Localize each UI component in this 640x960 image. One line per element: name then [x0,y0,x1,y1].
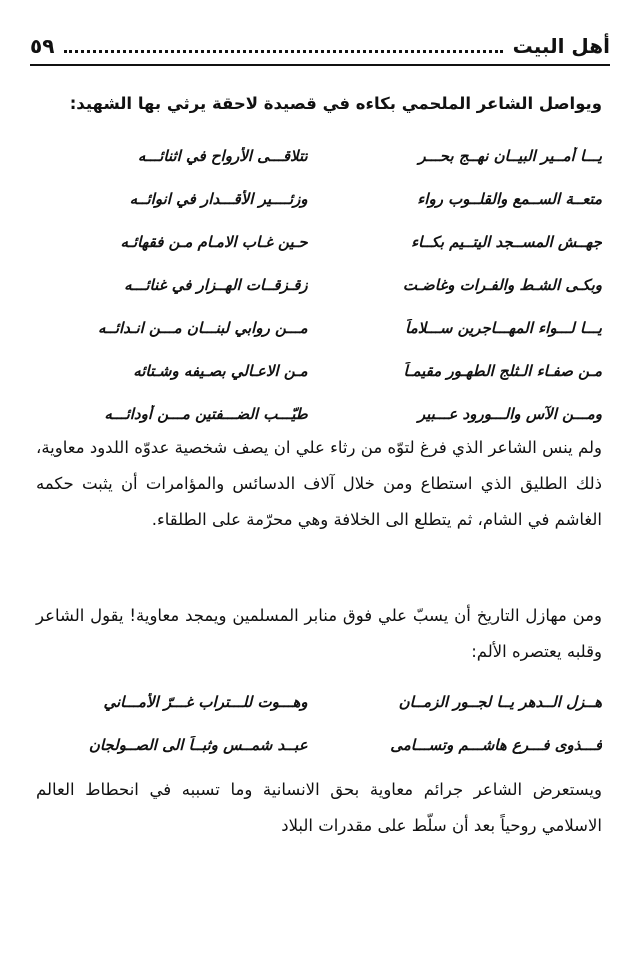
verse-first-hemistich: هــزل الــدهر يــا لجــور الزمــان [398,692,602,711]
verse-line [36,134,602,177]
verse-second-hemistich: مـن الاعـالي بصـيفه وشـتائه [133,361,308,380]
leader-dots [64,48,502,53]
body-paragraph: ولم ينس الشاعر الذي فرغ لتوّه من رثاء علي ان يصف شخصية عدوّه اللدود معاوية، ذلك الطليق الذي استطاع ومن خلال آلاف الدسائس والمؤامرات أن يثبت حكمه الغاشم في الشام، ثم يتطلع الى الخلافة وهي محرّمة على الطلقاء. [36,438,602,529]
verse-line [36,392,602,435]
verse-first-hemistich: جهــش المســجد اليتــيم بكــاء [411,232,602,251]
verse-line [36,306,602,349]
verse-second-hemistich: حـين غـاب الامـام مـن فقهائـه [120,232,308,251]
elegy-poem [36,134,602,435]
verse-first-hemistich: متعــة الســمع والقلــوب رواء [417,189,602,208]
verse-second-hemistich: تتلاقـــى الأرواح في اثنائـــه [137,146,308,165]
page-number: ٥٩ [30,34,55,58]
verse-first-hemistich: يـــا أمــير البيــان نهــج بحـــر [418,146,602,165]
verse-first-hemistich: مـن صفـاء الـثلج الطهـور مقيمـاً [403,361,602,380]
verse-second-hemistich: وهـــوت للـــتراب غـــرّ الأمـــاني [103,692,308,711]
verse-first-hemistich: يـــا لـــواء المهـــاجرين ســـلاماً [405,318,602,337]
verse-line [36,349,602,392]
verse-first-hemistich: وبكـى الشـط والفـرات وغاضـت [402,275,602,294]
verse-line [36,680,602,723]
verse-second-hemistich: مـــن روابي لبنـــان مـــن انـدائــه [98,318,308,337]
verse-line [36,177,602,220]
verse-first-hemistich: ومـــن الآس والـــورود عـــبير [417,404,602,423]
verse-first-hemistich: فـــذوى فـــرع هاشـــم وتســـامى [390,735,602,754]
body-paragraph: ويستعرض الشاعر جرائم معاوية بحق الانسانية وما تسببه في انحطاط العالم الاسلامي روحياً بعد أن سلّط على مقدرات البلاد [36,780,602,835]
verse-second-hemistich: عبــد شمــس وثبــاً الى الصــولجان [88,735,308,754]
verse-second-hemistich: وزئــــير الأقـــدار في انوائــه [129,189,308,208]
running-title: أهل البيت [512,34,610,58]
verse-line [36,723,602,766]
verse-second-hemistich: طيّـــب الضـــفتين مـــن أودائـــه [104,404,308,423]
verse-second-hemistich: زقـزقــات الهــزار في غنائـــه [124,275,308,294]
intro-paragraph: ويواصل الشاعر الملحمي بكاءه في قصيدة لاحقة يرثي بها الشهيد: [69,94,602,113]
body-paragraph: ومن مهازل التاريخ أن يسبّ علي فوق منابر المسلمين ويمجد معاوية! يقول الشاعر وقلبه يعتصره الألم: [36,606,602,661]
verse-line [36,220,602,263]
satire-poem [36,680,602,766]
verse-line [36,263,602,306]
page-header [30,28,610,66]
